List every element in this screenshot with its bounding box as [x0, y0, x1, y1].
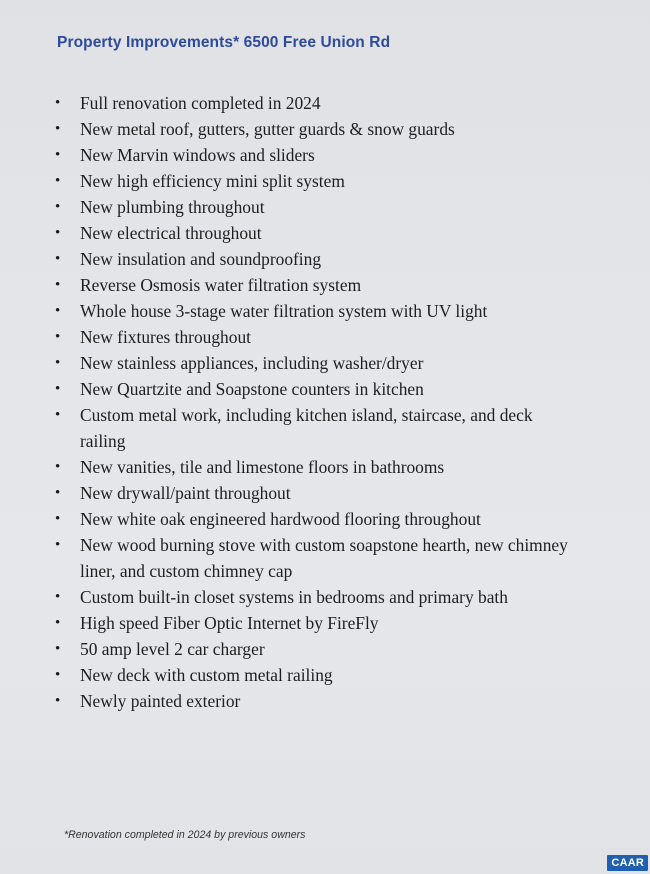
list-item — [52, 324, 572, 350]
list-item-text: New Marvin windows and sliders — [80, 145, 315, 165]
bullet-icon: • — [55, 121, 61, 137]
list-item — [52, 220, 572, 246]
list-item — [52, 688, 572, 714]
list-item-text: New plumbing throughout — [80, 197, 265, 217]
list-item — [52, 298, 572, 324]
list-item-text: New deck with custom metal railing — [80, 665, 333, 685]
list-item — [52, 454, 572, 480]
bullet-icon: • — [55, 641, 61, 657]
list-item — [52, 194, 572, 220]
list-item — [52, 246, 572, 272]
list-item — [52, 584, 572, 610]
bullet-icon: • — [55, 667, 61, 683]
bullet-icon: • — [55, 615, 61, 631]
bullet-icon: • — [55, 381, 61, 397]
list-item-text: New fixtures throughout — [80, 327, 251, 347]
caar-watermark-badge: CAAR — [607, 855, 648, 871]
bullet-icon: • — [55, 251, 61, 267]
list-item — [52, 402, 572, 454]
list-item — [52, 168, 572, 194]
bullet-icon: • — [55, 589, 61, 605]
list-item — [52, 116, 572, 142]
list-item-text: Whole house 3-stage water filtration system with UV light — [80, 301, 488, 321]
list-item-text: New high efficiency mini split system — [80, 171, 345, 191]
bullet-icon: • — [55, 407, 61, 423]
list-item — [52, 90, 572, 116]
bullet-icon: • — [55, 511, 61, 527]
list-item-text: New electrical throughout — [80, 223, 262, 243]
list-item — [52, 376, 572, 402]
list-item — [52, 480, 572, 506]
bullet-icon: • — [55, 225, 61, 241]
bullet-icon: • — [55, 173, 61, 189]
list-item — [52, 272, 572, 298]
improvements-list — [52, 90, 572, 714]
list-item — [52, 532, 572, 584]
list-item-text: New insulation and soundproofing — [80, 249, 322, 269]
list-item-text: New metal roof, gutters, gutter guards & snow guards — [80, 119, 455, 139]
document-title: Property Improvements* 6500 Free Union Rd — [57, 34, 391, 51]
bullet-icon: • — [55, 303, 61, 319]
footnote: *Renovation completed in 2024 by previous owners — [64, 829, 306, 841]
bullet-icon: • — [55, 355, 61, 371]
list-item-text: Custom metal work, including kitchen island, staircase, and deck railing — [80, 405, 533, 451]
list-item — [52, 506, 572, 532]
list-item-text: New drywall/paint throughout — [80, 483, 291, 503]
list-item-text: Reverse Osmosis water filtration system — [80, 275, 362, 295]
list-item-text: Newly painted exterior — [80, 691, 241, 711]
bullet-icon: • — [55, 459, 61, 475]
list-item-text: 50 amp level 2 car charger — [80, 639, 265, 659]
list-item — [52, 636, 572, 662]
bullet-icon: • — [55, 147, 61, 163]
bullet-icon: • — [55, 277, 61, 293]
list-item-text: High speed Fiber Optic Internet by FireFly — [80, 613, 379, 633]
list-item-text: Custom built-in closet systems in bedrooms and primary bath — [80, 587, 508, 607]
list-item-text: New wood burning stove with custom soapstone hearth, new chimney liner, and custom chimney cap — [80, 535, 568, 581]
bullet-icon: • — [55, 329, 61, 345]
bullet-icon: • — [55, 199, 61, 215]
list-item-text: New vanities, tile and limestone floors in bathrooms — [80, 457, 445, 477]
list-item — [52, 350, 572, 376]
list-item — [52, 610, 572, 636]
bullet-icon: • — [55, 693, 61, 709]
list-item-text: Full renovation completed in 2024 — [80, 93, 321, 113]
list-item — [52, 142, 572, 168]
list-item-text: New Quartzite and Soapstone counters in kitchen — [80, 379, 424, 399]
list-item-text: New stainless appliances, including washer/dryer — [80, 353, 424, 373]
list-item — [52, 662, 572, 688]
list-item-text: New white oak engineered hardwood flooring throughout — [80, 509, 481, 529]
bullet-icon: • — [55, 485, 61, 501]
bullet-icon: • — [55, 537, 61, 553]
bullet-icon: • — [55, 95, 61, 111]
